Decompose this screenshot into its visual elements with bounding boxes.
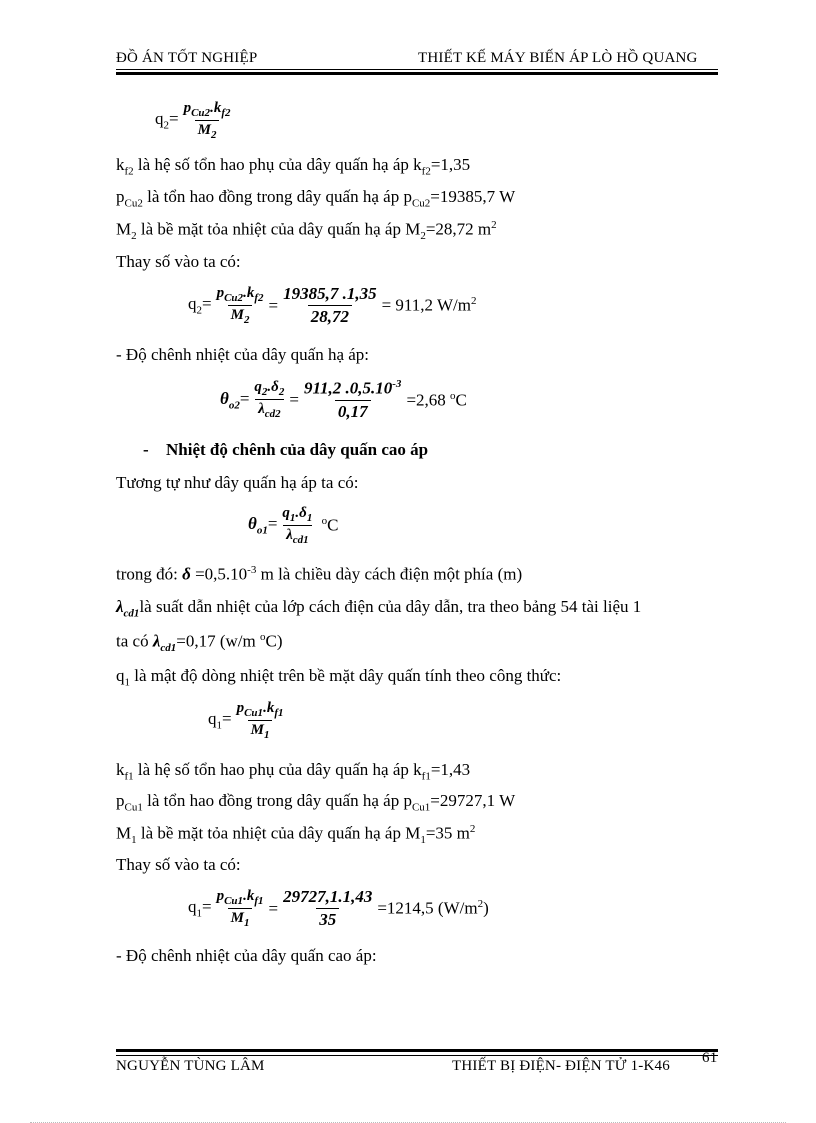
text-kf2: $k_{f2}$ là hệ số tổn hao phụ của dây quấn hạ áp $k_{f2}=1,35$ <box>116 155 471 178</box>
text-conductivity: $\lambda_{cd1}là$ suất dẫn nhiệt của lớp cách điện của dây dẫn, tra theo bảng 54 tài liệu 1 <box>116 597 642 620</box>
text-conductivity-value: ta có $\lambda_{cd1}=0,17$ (w/m $^o$C) <box>116 631 283 655</box>
footer-rule-thin <box>116 1055 718 1056</box>
text-insulation-thickness: trong đó: $\delta =0,5.10^{-3}$ m là chiều dày cách điện một phía (m) <box>116 564 523 584</box>
formula-q2: $q_2=$ $\frac{p_{Cu2}.k_{f2}}{M_2}$ <box>155 100 231 141</box>
text-m1: $M_1$ là bề mặt tỏa nhiệt của dây quấn hạ áp $M_1=35$ $m^2$ <box>116 823 476 847</box>
formula-theta-o1: $\theta_{o1}=$ $\frac{q_1.\delta_1}{\lambda_{cd1}}$ $^o$C <box>248 505 339 546</box>
text-similar: Tương tự như dây quấn hạ áp ta có: <box>116 473 359 492</box>
formula-q1-value: $q_1=$ $\frac{p_{Cu1}.k_{f1}}{M_1}$ = $\frac{29727,1.1,43}{35}$ =1214,5 $(W/m^2)$ <box>188 887 489 929</box>
text-pcu2: $p_{Cu2}$ là tổn hao đồng trong dây quấn hạ áp $p_{Cu2}=19385,7$ W <box>116 187 516 210</box>
formula-q1: $q_1=$ $\frac{p_{Cu1}.k_{f1}}{M_1}$ <box>208 700 284 741</box>
footer-left: NGUYỄN TÙNG LÂM <box>116 1058 265 1074</box>
text-delta-hv: - Độ chênh nhiệt của dây quấn cao áp: <box>116 946 377 965</box>
formula-theta-o2: $\theta_{o2}=$ $\frac{q_2.\delta_2}{\lambda_{cd2}}$ = $\frac{911,2 .0,5.10^{-3}}{0,17}$ =2,68 $^o$C <box>220 378 467 421</box>
text-kf1: $k_{f1}$ là hệ số tổn hao phụ của dây quấn hạ áp $k_{f1}=1,43$ <box>116 760 471 783</box>
footer-rule-thick <box>116 1049 718 1052</box>
header-rule-thick <box>116 72 718 75</box>
header-rule-thin <box>116 69 718 70</box>
text-q1-def: $q_1$ là mật độ dòng nhiệt trên bề mặt dây quấn tính theo công thức: <box>116 666 562 689</box>
text-substitute-1: Thay số vào ta có: <box>116 252 241 271</box>
text-delta-lv: - Độ chênh nhiệt của dây quấn hạ áp: <box>116 345 370 364</box>
header-right: THIẾT KẾ MÁY BIẾN ÁP LÒ HỒ QUANG <box>418 50 698 66</box>
page-number: 61 <box>702 1050 718 1066</box>
text-substitute-2: Thay số vào ta có: <box>116 855 241 874</box>
footer-right: THIẾT BỊ ĐIỆN- ĐIỆN TỬ 1-K46 <box>452 1058 670 1074</box>
section-heading: Nhiệt độ chênh của dây quấn cao áp <box>166 440 429 459</box>
formula-q2-value: $q_2=$ $\frac{p_{Cu2}.k_{f2}}{M_2}$ = $\frac{19385,7 .1,35}{28,72}$ = 911,2 $W/m^2$ <box>188 284 477 326</box>
header-left: ĐỒ ÁN TỐT NGHIỆP <box>116 50 258 66</box>
bullet: - <box>143 440 149 459</box>
text-m2: $M_2$ là bề mặt tỏa nhiệt của dây quấn hạ áp $M_2=28,72$ $m^2$ <box>116 219 497 243</box>
text-pcu1: $p_{Cu1}$ là tổn hao đồng trong dây quấn hạ áp $p_{Cu1}=29727,1$ W <box>116 791 516 814</box>
